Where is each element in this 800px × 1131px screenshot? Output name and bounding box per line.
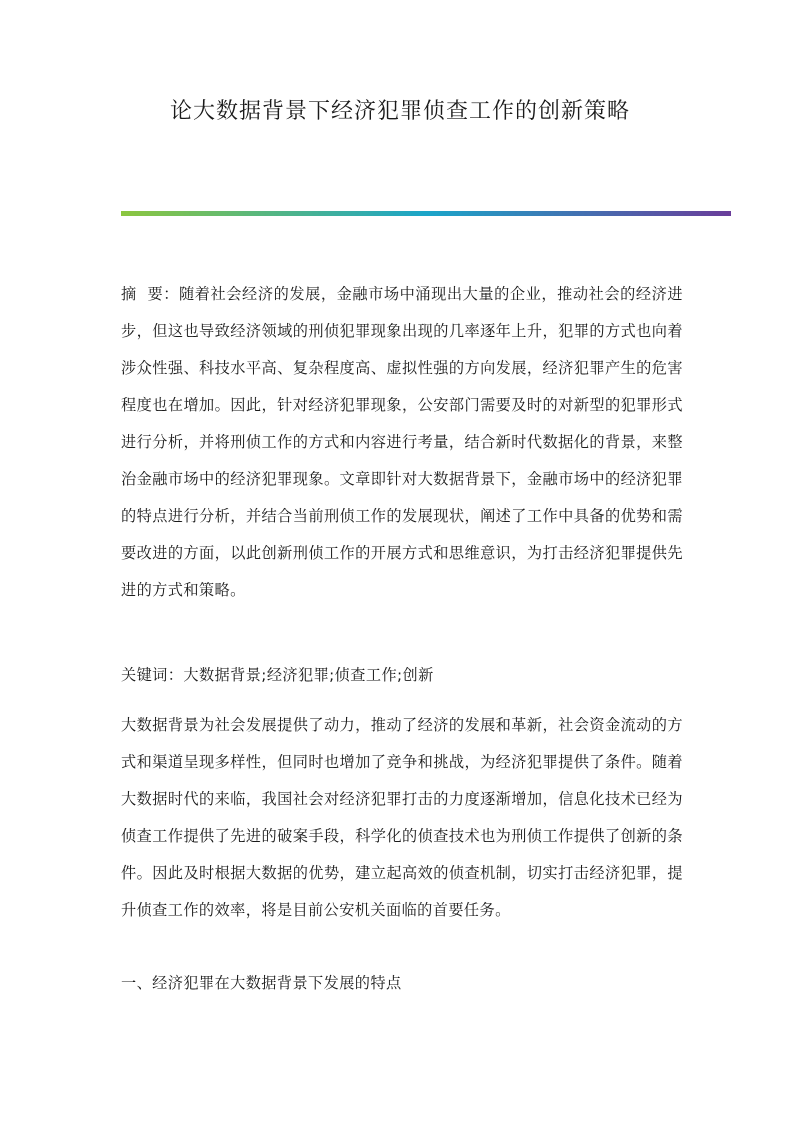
keywords-label: 关键词： <box>121 666 184 684</box>
title-divider <box>121 211 731 216</box>
intro-paragraph: 大数据背景为社会发展提供了动力，推动了经济的发展和革新，社会资金流动的方式和渠道呈现多样性，但同时也增加了竞争和挑战，为经济犯罪提供了条件。随着大数据时代的来临，我国社会对经济犯罪打击的力度逐渐增加，信息化技术已经为侦查工作提供了先进的破案手段，科学化的侦查技术也为刑侦工作提供了创新的条件。因此及时根据大数据的优势，建立起高效的侦查机制，切实打击经济犯罪，提升侦查工作的效率，将是目前公安机关面临的首要任务。 <box>121 716 683 919</box>
keywords-text: 大数据背景;经济犯罪;侦查工作;创新 <box>183 666 434 684</box>
keywords-line <box>121 661 683 689</box>
abstract-text: 随着社会经济的发展，金融市场中涌现出大量的企业，推动社会的经济进步，但这也导致经济领域的刑侦犯罪现象出现的几率逐年上升，犯罪的方式也向着涉众性强、科技水平高、复杂程度高、虚拟性强的方向发展，经济犯罪产生的危害程度也在增加。因此，针对经济犯罪现象，公安部门需要及时的对新型的犯罪形式进行分析，并将刑侦工作的方式和内容进行考量，结合新时代数据化的背景，来整治金融市场中的经济犯罪现象。文章即针对大数据背景下，金融市场中的经济犯罪的特点进行分析，并结合当前刑侦工作的发展现状，阐述了工作中具备的优势和需要改进的方面，以此创新刑侦工作的开展方式和思维意识，为打击经济犯罪提供先进的方式和策略。 <box>121 285 683 599</box>
abstract-label: 摘 要： <box>121 285 180 303</box>
abstract-paragraph <box>121 276 683 609</box>
document-title: 论大数据背景下经济犯罪侦查工作的创新策略 <box>169 99 630 124</box>
section-heading: 一、经济犯罪在大数据背景下发展的特点 <box>121 974 402 992</box>
